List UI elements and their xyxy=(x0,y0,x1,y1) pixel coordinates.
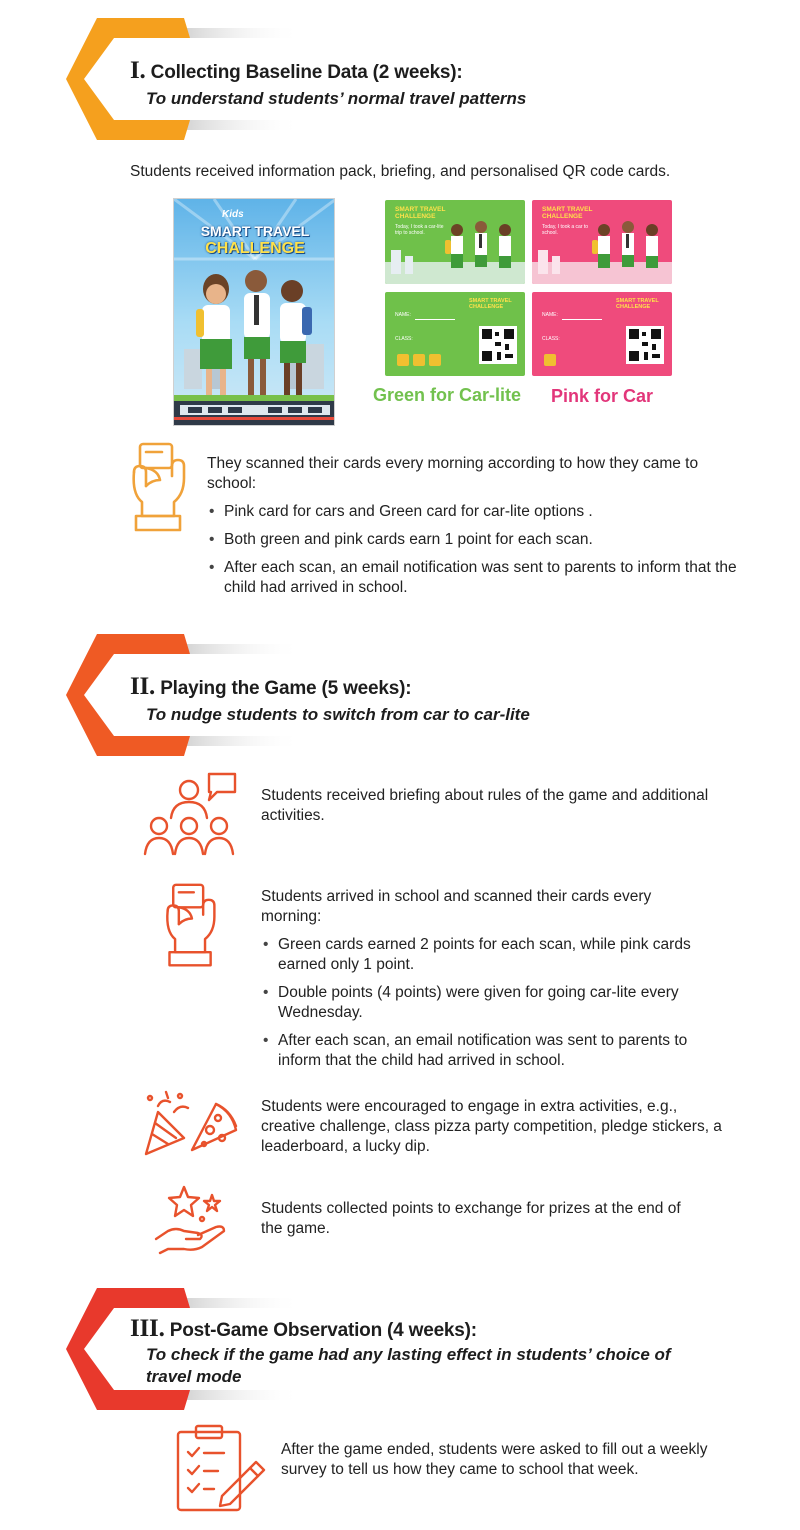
pink-card-caption: Pink for Car xyxy=(551,386,654,406)
section-3-subtitle: To check if the game had any lasting effect in students’ choice of travel mode xyxy=(146,1345,671,1386)
section-2-activities: Students were encouraged to engage in extra activities, e.g., creative challenge, class pizza party competition, pledge stickers, a leaderboard, a lucky dip. xyxy=(261,1098,722,1155)
pink-card-back-brand-line1: SMART TRAVEL xyxy=(616,298,659,304)
pink-card-front xyxy=(532,200,672,284)
party-pizza-icon xyxy=(140,1090,240,1160)
section-1-scan-intro: They scanned their cards every morning according to how they came to school: xyxy=(207,455,699,492)
green-card-name-label: NAME: xyxy=(395,312,411,318)
section-1-scan-block xyxy=(207,454,747,598)
green-card-brand-line2: CHALLENGE xyxy=(395,213,436,220)
pink-card-text: Today, I took a car to school. xyxy=(542,224,589,236)
pink-card-brand-line1: SMART TRAVEL xyxy=(542,206,593,213)
section-2-header xyxy=(62,632,702,762)
section-1-header xyxy=(62,16,702,146)
hand-stars-icon xyxy=(154,1183,234,1255)
poster-title-line1: SMART TRAVEL xyxy=(200,223,310,239)
challenge-poster xyxy=(173,198,335,426)
green-card-back-brand-line2: CHALLENGE xyxy=(469,304,504,310)
green-card-class-label: CLASS: xyxy=(395,336,413,342)
pink-card-back xyxy=(532,292,672,376)
clipboard-survey-icon xyxy=(174,1424,266,1514)
section-2-scan-block xyxy=(261,887,701,1071)
section-2-prizes: Students collected points to exchange for prizes at the end of the game. xyxy=(261,1200,681,1237)
green-card-brand xyxy=(395,206,445,220)
pink-card-class-label: CLASS: xyxy=(542,336,560,342)
section-2-number: II. xyxy=(130,673,156,700)
green-card-caption: Green for Car-lite xyxy=(373,385,522,405)
pink-card-name-label: NAME: xyxy=(542,312,558,318)
section-3-title-text: Post-Game Observation (4 weeks): xyxy=(164,1320,477,1341)
section-1-title-text: Collecting Baseline Data (2 weeks): xyxy=(145,62,463,83)
poster-title-line2: CHALLENGE xyxy=(205,240,305,257)
section-1-bullet: • After each scan, an email notification was sent to parents to inform that the child had arrived in school. xyxy=(207,558,747,598)
section-2-bullets xyxy=(261,935,701,1071)
section-3-number: III. xyxy=(130,1315,165,1342)
section-2-title-text: Playing the Game (5 weeks): xyxy=(155,678,412,699)
section-1-bullet: • Pink card for cars and Green card for car-lite options . xyxy=(207,502,747,522)
green-card-front xyxy=(385,200,525,284)
section-2-subtitle: To nudge students to switch from car to car-lite xyxy=(146,705,530,724)
pink-card-brand xyxy=(542,206,592,220)
section-2-bullet: • Double points (4 points) were given for going car-lite every Wednesday. xyxy=(261,983,701,1023)
hand-card-icon xyxy=(128,442,190,534)
group-briefing-icon xyxy=(143,770,239,858)
green-card-brand-line1: SMART TRAVEL xyxy=(395,206,446,213)
section-1-bullet: • Both green and pink cards earn 1 point for each scan. xyxy=(207,530,747,550)
section-2-bullet: • After each scan, an email notification was sent to parents to inform that the child had arrived in school. xyxy=(261,1031,701,1071)
pink-card-back-brand-line2: CHALLENGE xyxy=(616,304,651,310)
section-2-title xyxy=(130,673,411,701)
section-2-briefing: Students received briefing about rules of the game and additional activities. xyxy=(261,787,709,824)
section-3-header xyxy=(62,1286,702,1416)
pink-card-brand-line2: CHALLENGE xyxy=(542,213,583,220)
green-card-text: Today, I took a car-lite trip to school. xyxy=(395,224,444,236)
green-card-back xyxy=(385,292,525,376)
pink-card-qr-icon xyxy=(532,292,672,376)
section-1-intro: Students received information pack, briefing, and personalised QR code cards. xyxy=(130,163,671,180)
section-1-bullets xyxy=(207,502,747,598)
section-1-number: I. xyxy=(130,57,146,84)
section-1-subtitle: To understand students’ normal travel patterns xyxy=(146,89,527,108)
hand-card-icon xyxy=(162,882,220,970)
section-2-scan-intro: Students arrived in school and scanned their cards every morning: xyxy=(261,888,652,925)
section-2-bullet: • Green cards earned 2 points for each scan, while pink cards earned only 1 point. xyxy=(261,935,701,975)
section-3-survey: After the game ended, students were asked to fill out a weekly survey to tell us how they came to school that week. xyxy=(281,1441,708,1478)
green-card-back-brand-line1: SMART TRAVEL xyxy=(469,298,512,304)
green-card-qr-icon xyxy=(385,292,525,376)
section-3-title xyxy=(130,1315,477,1343)
poster-kids-label: Kids xyxy=(222,209,244,220)
section-1-title xyxy=(130,57,463,85)
